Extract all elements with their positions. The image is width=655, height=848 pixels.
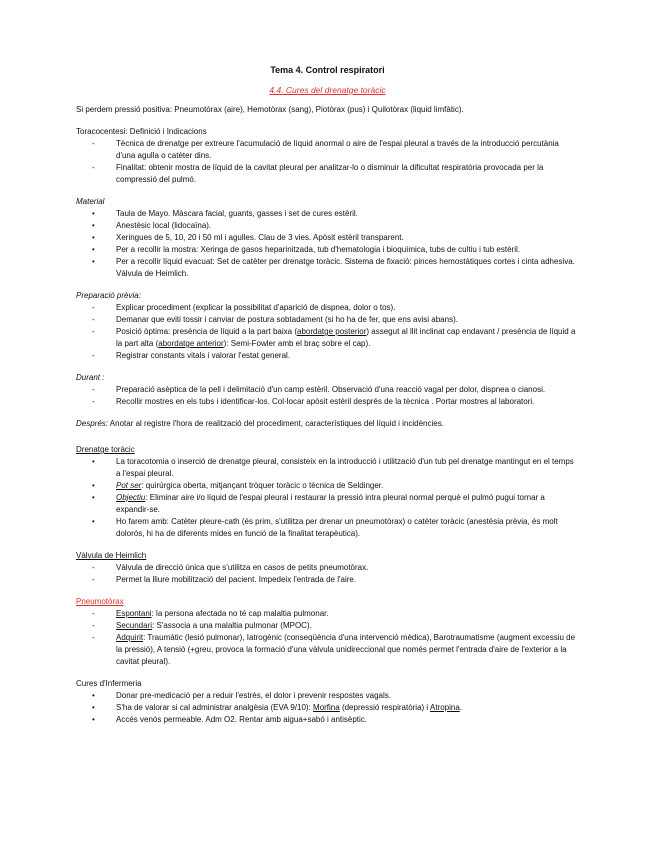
bullet-marker: •: [92, 221, 95, 230]
dash-marker: -: [92, 621, 95, 630]
underlined-term: abordatge anterior: [158, 339, 224, 348]
list-item: [76, 690, 579, 702]
document-title: Tema 4. Control respiratori: [270, 65, 385, 75]
bullet-marker: •: [92, 257, 95, 266]
bullet-marker: •: [92, 703, 95, 712]
drenatge-list: [76, 456, 579, 540]
list-item-text: Vàlvula de direcció única que s'utilitza en casos de petits pneumotòrax.: [116, 563, 369, 572]
list-item: [76, 492, 579, 516]
list-item-text: Per a recollir la mostra: Xeringa de gasos heparinitzada, tub d'hematologia i bioquímica, tubs de cultiu i tub estèril.: [116, 245, 520, 254]
list-item-text: Permet la lliure mobilització del pacient. Impedeix l'entrada de l'aire.: [116, 575, 357, 584]
list-item-text-post: ): Semi-Fowler amb el braç sobre el cap).: [223, 339, 371, 348]
list-item: [76, 562, 579, 574]
list-item: [76, 714, 579, 726]
pneumotorax-heading: Pneumotòrax: [76, 597, 124, 606]
list-item: [76, 256, 579, 280]
list-item-text: La toracotomia o inserció de drenatge pleural, consisteix en la introducció i utilització d'un tub pel drenatge mantingut en el temps a l'espai pleural.: [116, 457, 574, 478]
list-item-text: : la persona afectada no té cap malaltia pulmonar.: [151, 609, 329, 618]
bullet-marker: •: [92, 517, 95, 526]
list-item-text: Anestèsic local (lidocaïna).: [116, 221, 212, 230]
list-item-text: Taula de Mayo. Màscara facial, guants, gasses i set de cures estèril.: [116, 209, 358, 218]
list-item-text-pre: Posició òptima: presència de líquid a la part baixa (: [116, 327, 297, 336]
despres-text: Anotar al registre l'hora de realització del procediment, característiques del líquid i incidències.: [108, 419, 444, 428]
list-item-text: Per a recollir líquid evacuat: Set de catèter per drenatge toràcic. Sistema de fixació: pinces hemostàtiques cortes i cinta adhesiva. Vàlvula de Heimlich.: [116, 257, 575, 278]
dash-marker: -: [92, 563, 95, 572]
dash-marker: -: [92, 327, 95, 336]
bullet-marker: •: [92, 691, 95, 700]
list-item: [76, 702, 579, 714]
underlined-term: Atropina: [429, 703, 460, 712]
list-item: [76, 620, 579, 632]
valvula-list: [76, 562, 579, 586]
list-item-text: : Eliminar aire i/o líquid de l'espai pleural i restaurar la pressió intra pleural normal perquè el pulmó pugui tornar a expandir-se.: [116, 493, 545, 514]
dash-marker: -: [92, 575, 95, 584]
list-item-text: Donar pre-medicació per a reduir l'estrès, el dolor i prevenir respostes vagals.: [116, 691, 391, 700]
dash-marker: -: [92, 163, 95, 172]
bullet-marker: •: [92, 715, 95, 724]
list-item: [76, 208, 579, 220]
list-item: [76, 608, 579, 620]
dash-marker: -: [92, 351, 95, 360]
list-item: [76, 384, 579, 396]
material-list: [76, 208, 579, 280]
list-item-text-pre: S'ha de valorar si cal administrar analgèsia (EVA 9/10):: [116, 703, 314, 712]
list-item-text-mid: ) assegut al llit inclinat cap endavant / presència de líquid a la part alta (: [116, 327, 576, 348]
underlined-term: Objectiu: [116, 493, 146, 502]
dash-marker: -: [92, 609, 95, 618]
material-heading: Material: [76, 197, 105, 206]
dash-marker: -: [92, 385, 95, 394]
preparacio-heading: Preparació prèvia:: [76, 291, 141, 300]
despres-paragraph: [76, 418, 579, 430]
list-item: [76, 632, 579, 668]
list-item: [76, 302, 579, 314]
list-item-text: Explicar procediment (explicar la possibilitat d'aparició de dispnea, dolor o tos).: [116, 303, 396, 312]
bullet-marker: •: [92, 457, 95, 466]
list-item: [76, 232, 579, 244]
list-item-text-post: .: [459, 703, 463, 712]
list-item-text: Xeringues de 5, 10, 20 i 50 ml i agulles. Clau de 3 vies. Apòsit estèril transparent.: [116, 233, 404, 242]
dash-marker: -: [92, 303, 95, 312]
drenatge-heading: Drenatge toràcic: [76, 445, 135, 454]
underlined-term: Secundari: [116, 621, 153, 630]
underlined-term: Pot ser: [116, 481, 142, 490]
list-item-text: Accés venós permeable. Adm O2. Rentar amb aigua+sabó i antisèptic.: [116, 715, 368, 724]
durant-list: [76, 384, 579, 408]
dash-marker: -: [92, 315, 95, 324]
bullet-marker: •: [92, 209, 95, 218]
toracocentesi-list: [76, 138, 579, 186]
bullet-marker: •: [92, 493, 95, 502]
list-item-text-mid: (depressió respiratòria) i: [339, 703, 430, 712]
list-item-text: Preparació asèptica de la pell i delimitació d'un camp estèril. Observació d'una reacció vagal per dolor, dispnea o cianosi.: [116, 385, 546, 394]
toracocentesi-heading: Toracocentesi: Definició i Indicacions: [76, 127, 207, 136]
intro-paragraph: Si perdem pressió positiva: Pneumotòrax (aire), Hemotòrax (sang), Piotòrax (pus) i Quilotòrax (liquid limfàtic).: [76, 105, 464, 114]
list-item: [76, 456, 579, 480]
list-item-text: Tècnica de drenatge per extreure l'acumulació de líquid anormal o aire de l'espai pleural a través de la introducció percutània d'una agulla o catèter dins.: [116, 139, 559, 160]
list-item-text: Ho farem amb: Catèter pleure-cath (és prim, s'utilitza per drenar un pneumotòrax) o catèter toràcic (anestèsia prèvia, és molt dolorós, hi ha de diferents mides en funció de la finalitat terapèutica).: [116, 517, 558, 538]
pneumotorax-list: [76, 608, 579, 668]
section-subtitle: 4.4. Cures del drenatge toràcic: [269, 85, 386, 95]
list-item: [76, 314, 579, 326]
list-item-text: Recollir mostres en els tubs i identificar-los. Col·locar apòsit estèril després de la tècnica . Portar mostres al laboratori.: [116, 397, 535, 406]
list-item: [76, 574, 579, 586]
valvula-heading: Vàlvula de Heimlich: [76, 551, 147, 560]
list-item-text: : quirúrgica oberta, mitjançant tròquer toràcic o tècnica de Seldinger.: [141, 481, 384, 490]
list-item: [76, 350, 579, 362]
cures-list: [76, 690, 579, 726]
list-item: [76, 396, 579, 408]
dash-marker: -: [92, 633, 95, 642]
bullet-marker: •: [92, 233, 95, 242]
list-item: [76, 162, 579, 186]
preparacio-list: [76, 302, 579, 362]
bullet-marker: •: [92, 481, 95, 490]
list-item-text: : S'associa a una malaltia pulmonar (MPOC).: [152, 621, 312, 630]
list-item: [76, 480, 579, 492]
list-item-text: Finalitat: obtenir mostra de líquid de la cavitat pleural per analitzar-lo o disminuir la dificultat respiratòria provocada per la compressió del pulmó.: [116, 163, 544, 184]
list-item-text: Registrar constants vitals i valorar l'estat general.: [116, 351, 291, 360]
list-item: [76, 138, 579, 162]
list-item: [76, 244, 579, 256]
bullet-marker: •: [92, 245, 95, 254]
list-item: [76, 326, 579, 350]
list-item: [76, 516, 579, 540]
despres-label: Després:: [76, 419, 109, 428]
list-item-text: : Traumàtic (lesió pulmonar), Iatrogènic (conseqüència d'una intervenció mèdica), Barotraumatisme (augment excessiu de la pressió), A tensió (+greu, provoca la formació d'una vàlvula unidireccional que només permet l'entrada d'aire de l'exterior a la cavitat pleural).: [116, 633, 576, 666]
cures-heading: Cures d'Infermeria: [76, 679, 142, 688]
dash-marker: -: [92, 139, 95, 148]
underlined-term: Adquirit: [116, 633, 144, 642]
dash-marker: -: [92, 397, 95, 406]
list-item-text: Demanar que eviti tossir i canviar de postura sobtadament (si ho ha de fer, que ens avisi abans).: [116, 315, 458, 324]
durant-heading: Durant :: [76, 373, 105, 382]
list-item: [76, 220, 579, 232]
underlined-term: Espontani: [116, 609, 152, 618]
underlined-term: Morfina: [313, 703, 340, 712]
underlined-term: abordatge posterior: [297, 327, 367, 336]
